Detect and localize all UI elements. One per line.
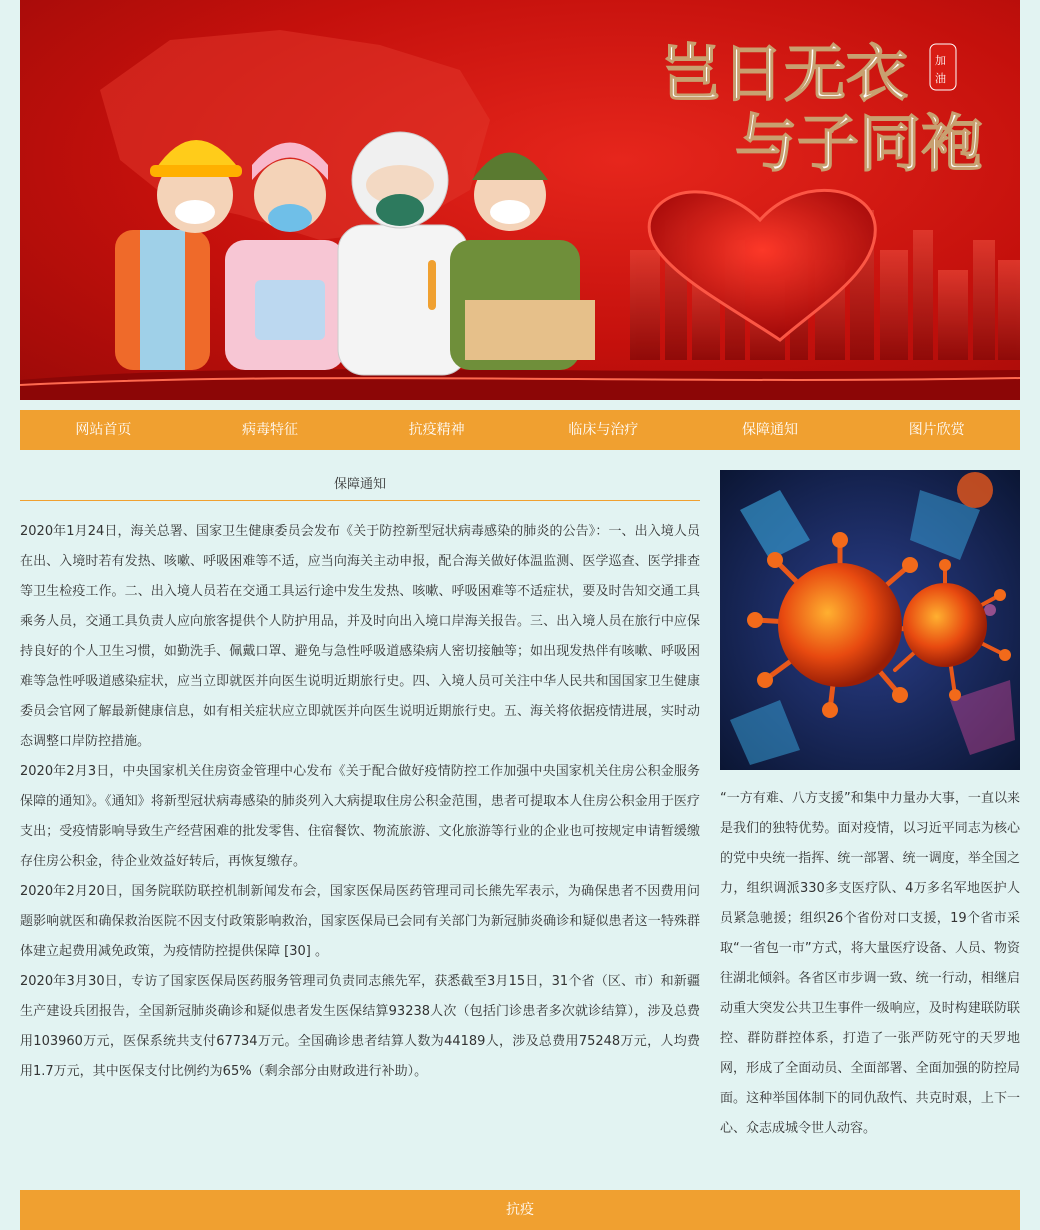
hero-illustration (20, 0, 1020, 400)
footer-bar: 抗疫 (20, 1190, 1020, 1230)
sidebar (720, 470, 1020, 1144)
nav-item-anti-epidemic-spirit[interactable]: 抗疫精神 (408, 422, 465, 438)
slogan-line2: 与子同袍 (735, 107, 984, 180)
article-paragraph: 2020年1月24日，海关总署、国家卫生健康委员会发布《关于防控新型冠状病毒感染的肺炎的公告》：一、出入境人员在出、入境时若有发热、咳嗽、呼吸困难等不适，应当向海关主动申报，配合海关做好体温监测、医学巡查、医学排查等卫生检疫工作。二、出入境人员若在交通工具运行途中发生发热、咳嗽、呼吸困难等不适症状，要及时告知交通工具乘务人员，交通工具负责人应向旅客提供个人防护用品，并及时向出入境口岸海关报告。三、出入境人员在旅行中应保持良好的个人卫生习惯，如勤洗手、佩戴口罩、避免与急性呼吸道感染病人密切接触等；如出现发热伴有咳嗽、呼吸困难等急性呼吸道感染症状，应当立即就医并向医生说明近期旅行史。四、入境人员可关注中华人民共和国国家卫生健康委员会官网了解最新健康信息，如有相关症状应立即就医并向医生说明近期旅行史。五、海关将依据疫情进展，实时动态调整口岸防控措施。 (20, 524, 700, 749)
nav-item-gallery[interactable]: 图片欣赏 (908, 422, 965, 438)
hero-banner (20, 0, 1020, 400)
main-content (20, 470, 700, 1087)
sidebar-text: “一方有难、八方支援”和集中力量办大事，一直以来是我们的独特优势。面对疫情，以习近平同志为核心的党中央统一指挥、统一部署、统一调度，举全国之力，组织调派330多支医疗队、4万多名军地医护人员紧急驰援；组织26个省份对口支援，19个省市采取“一省包一市”方式，将大量医疗设备、人员、物资往湖北倾斜。各省区市步调一致、统一行动，相继启动重大突发公共卫生事件一级响应，及时构建联防联控、群防群控体系，打造了一张严防死守的天罗地网，形成了全面动员、全面部署、全面加强的防控局面。这种举国体制下的同仇敌忾、共克时艰，上下一心、众志成城令世人动容。 (720, 791, 1020, 1136)
slogan-line1: 岂日无衣 (660, 37, 909, 110)
section-title: 保障通知 (20, 470, 700, 501)
nav-item-virus-features[interactable]: 病毒特征 (242, 422, 298, 438)
article-paragraph: 2020年3月30日，专访了国家医保局医药服务管理司负责同志熊先军，获悉截至3月15日，31个省（区、市）和新疆生产建设兵团报告，全国新冠肺炎确诊和疑似患者发生医保结算93238人次（包括门诊患者多次就诊结算），涉及总费用103960万元，医保系统共支付67734万元。全国确诊患者结算人数为44189人，涉及总费用75248万元，人均费用1.7万元，其中医保支付比例约为65%（剩余部分由财政进行补助）。 (20, 974, 700, 1079)
seal-text-bottom: 油 (935, 72, 946, 85)
virus-image (720, 470, 1020, 770)
article-body (20, 517, 700, 1087)
nav-item-home[interactable]: 网站首页 (75, 422, 132, 438)
main-nav (20, 410, 1020, 450)
nav-item-clinical-treatment[interactable]: 临床与治疗 (568, 422, 639, 438)
article-paragraph: 2020年2月3日，中央国家机关住房资金管理中心发布《关于配合做好疫情防控工作加强中央国家机关住房公积金服务保障的通知》。《通知》将新型冠状病毒感染的肺炎列入大病提取住房公积金范围，患者可提取本人住房公积金用于医疗支出；受疫情影响导致生产经营困难的批发零售、住宿餐饮、物流旅游、文化旅游等行业的企业也可按规定申请暂缓缴存住房公积金，待企业效益好转后，再恢复缴存。 (20, 764, 700, 869)
article-paragraph: 2020年2月20日，国务院联防联控机制新闻发布会，国家医保局医药管理司司长熊先军表示，为确保患者不因费用问题影响就医和确保救治医院不因支付政策影响救治，国家医保局已会同有关部门为新冠肺炎确诊和疑似患者这一特殊群体建立起费用减免政策，为疫情防控提供保障 [30] 。 (20, 884, 700, 959)
seal-text-top: 加 (935, 54, 946, 67)
nav-item-guarantee-notice[interactable]: 保障通知 (742, 422, 799, 438)
